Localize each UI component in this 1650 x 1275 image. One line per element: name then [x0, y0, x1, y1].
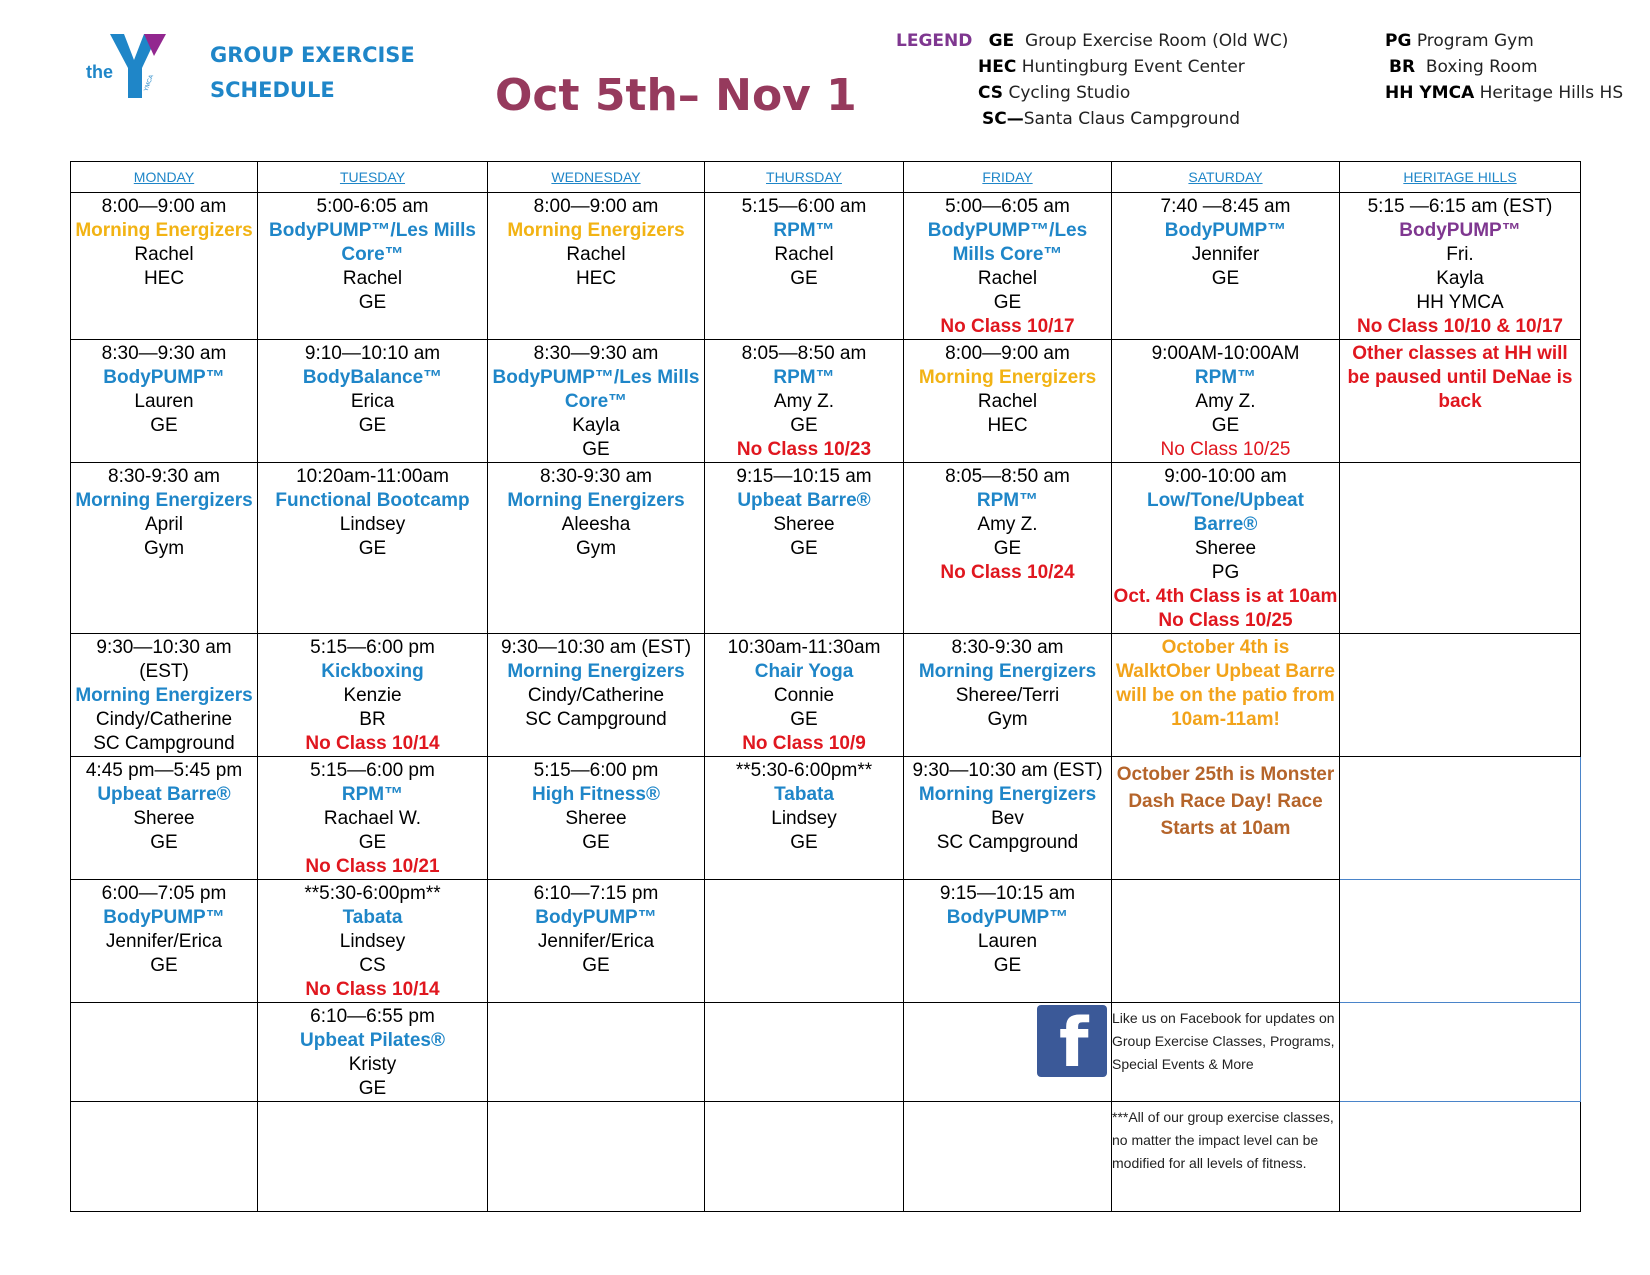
- day-header: FRIDAY: [904, 162, 1112, 193]
- class-room: GE: [993, 538, 1022, 559]
- class-note: No Class 10/14: [305, 733, 440, 754]
- date-range: Oct 5th– Nov 1: [495, 70, 857, 121]
- class-room: GE: [790, 415, 818, 436]
- schedule-cell: [258, 880, 488, 1003]
- schedule-cell: [488, 880, 705, 1003]
- class-note: No Class 10/23: [736, 439, 872, 460]
- schedule-cell: [71, 463, 258, 634]
- class-room: GE: [582, 955, 610, 976]
- class-time: 8:30—9:30 am: [101, 343, 227, 364]
- schedule-cell: [904, 463, 1112, 634]
- class-instructor: April: [144, 514, 183, 535]
- class-name: BodyPUMP™/Les Mills Core™: [269, 220, 476, 265]
- class-room: GE: [790, 832, 818, 853]
- schedule-cell: [705, 634, 904, 757]
- class-time: 5:00-6:05 am: [316, 196, 429, 217]
- class-name: BodyPUMP™: [103, 907, 225, 928]
- class-name: Upbeat Barre®: [97, 784, 231, 805]
- schedule-cell: [488, 634, 705, 757]
- class-name: Morning Energizers: [75, 685, 253, 706]
- class-instructor: Sheree: [133, 808, 195, 829]
- class-room: HEC: [987, 415, 1028, 436]
- class-time: 8:30—9:30 am: [533, 343, 659, 364]
- class-time: 5:15—6:00 pm: [310, 637, 435, 658]
- class-room: GE: [358, 538, 387, 559]
- class-note: Oct. 4th Class is at 10am: [1113, 586, 1338, 607]
- schedule-cell: [705, 757, 904, 880]
- class-time: 6:00—7:05 pm: [101, 883, 227, 904]
- class-name: Morning Energizers: [918, 367, 1097, 388]
- logo-ymca-text: YMCA: [143, 74, 156, 93]
- class-instructor: Amy Z.: [773, 391, 835, 412]
- class-room: HEC: [575, 268, 617, 289]
- schedule-cell: [1112, 193, 1340, 340]
- class-note: No Class 10/25: [1160, 439, 1291, 460]
- class-note: No Class 10/21: [305, 856, 440, 877]
- class-time: 5:15—6:00 am: [741, 196, 867, 217]
- class-name: BodyPUMP™: [103, 367, 225, 388]
- schedule-cell: [1340, 463, 1581, 634]
- announcement: October 25th is Monster Dash Race Day! Race Starts at 10am: [1116, 764, 1335, 839]
- schedule-cell: [1340, 193, 1581, 340]
- schedule-cell: [258, 340, 488, 463]
- class-name: Morning Energizers: [507, 661, 685, 682]
- day-header: MONDAY: [71, 162, 258, 193]
- class-instructor: Rachel: [774, 244, 834, 265]
- class-name: Functional Bootcamp: [275, 490, 470, 511]
- schedule-cell: [904, 340, 1112, 463]
- class-instructor: Rachel: [977, 391, 1038, 412]
- schedule-row: [71, 1102, 1581, 1212]
- schedule-cell: [705, 193, 904, 340]
- facebook-f-glyph: f: [1059, 1004, 1089, 1083]
- footnote: Like us on Facebook for updates on Group Exercise Classes, Programs, Special Events & More: [1112, 1010, 1335, 1072]
- class-room: Gym: [575, 538, 617, 559]
- schedule-cell: [1112, 463, 1340, 634]
- class-room: GE: [358, 292, 387, 313]
- brand-title: [210, 38, 415, 108]
- class-instructor: Jennifer/Erica: [537, 931, 655, 952]
- class-time: 8:30-9:30 am: [540, 466, 652, 487]
- class-time: 10:30am-11:30am: [727, 637, 881, 658]
- class-note: No Class 10/9: [742, 733, 866, 754]
- class-instructor: Jennifer: [1191, 244, 1260, 265]
- schedule-cell: [1340, 1102, 1581, 1212]
- class-time: 8:05—8:50 am: [741, 343, 867, 364]
- class-time: 8:00—9:00 am: [533, 196, 659, 217]
- class-room: GE: [790, 709, 818, 730]
- class-room: Kayla: [1436, 268, 1484, 289]
- class-name: RPM™: [773, 220, 835, 241]
- schedule-cell: [258, 463, 488, 634]
- class-instructor: Fri.: [1446, 244, 1474, 265]
- class-time: 6:10—6:55 pm: [310, 1006, 435, 1027]
- brand-line-2: SCHEDULE: [210, 78, 335, 102]
- class-instructor: Connie: [773, 685, 835, 706]
- class-instructor: Sheree/Terri: [955, 685, 1060, 706]
- schedule-cell: [1340, 634, 1581, 757]
- schedule-row: [71, 463, 1581, 634]
- legend-title: LEGEND: [896, 31, 973, 51]
- schedule-cell: [71, 880, 258, 1003]
- class-time: 8:00—9:00 am: [945, 343, 1070, 364]
- schedule-table: [70, 161, 1581, 1212]
- schedule-cell: [904, 757, 1112, 880]
- class-time: 9:30—10:30 am (EST): [96, 637, 232, 682]
- class-room: SC Campground: [93, 733, 235, 754]
- schedule-cell: [705, 1102, 904, 1212]
- legend-code: HH YMCA: [1385, 83, 1475, 103]
- class-room: GE: [358, 1078, 387, 1099]
- class-name: RPM™: [341, 784, 404, 805]
- schedule-cell: [488, 340, 705, 463]
- announcement: Other classes at HH will be paused until DeNae is back: [1347, 343, 1573, 412]
- schedule-cell: [71, 1102, 258, 1212]
- class-name: Morning Energizers: [918, 661, 1097, 682]
- class-instructor: Lauren: [134, 391, 194, 412]
- class-time: 9:10—10:10 am: [304, 343, 441, 364]
- schedule-row: [71, 880, 1581, 1003]
- schedule-cell: [904, 880, 1112, 1003]
- class-instructor: Rachel: [566, 244, 626, 265]
- legend-name: Santa Claus Campground: [1023, 109, 1241, 129]
- class-name: Chair Yoga: [754, 661, 854, 682]
- class-instructor: Rachael W.: [323, 808, 422, 829]
- schedule-cell: [1112, 634, 1340, 757]
- class-name: Morning Energizers: [918, 784, 1097, 805]
- class-name: RPM™: [976, 490, 1039, 511]
- class-instructor: Lauren: [977, 931, 1038, 952]
- class-instructor: Bev: [991, 808, 1024, 829]
- class-time: 7:40 —8:45 am: [1160, 196, 1291, 217]
- legend-right: [1385, 28, 1623, 106]
- class-name: Morning Energizers: [75, 220, 253, 241]
- schedule-cell: [258, 193, 488, 340]
- legend-name: Cycling Studio: [1008, 83, 1131, 103]
- class-name: BodyPUMP™: [1399, 220, 1521, 241]
- schedule-cell: [71, 634, 258, 757]
- class-instructor: Rachel: [342, 268, 403, 289]
- class-time: 8:30-9:30 am: [108, 466, 220, 487]
- schedule-row: [71, 193, 1581, 340]
- class-note: No Class 10/24: [940, 562, 1075, 583]
- legend-name: Heritage Hills HS: [1479, 83, 1624, 103]
- class-room: GE: [790, 538, 818, 559]
- class-name: Upbeat Barre®: [737, 490, 871, 511]
- class-extra: HH YMCA: [1416, 292, 1504, 313]
- class-time: 8:00—9:00 am: [101, 196, 227, 217]
- schedule-cell: [71, 193, 258, 340]
- schedule-cell: [258, 757, 488, 880]
- class-instructor: Erica: [350, 391, 395, 412]
- schedule-cell: [1112, 1102, 1340, 1212]
- class-time: 6:10—7:15 pm: [533, 883, 659, 904]
- legend-name: Huntingburg Event Center: [1021, 57, 1245, 77]
- facebook-icon: [1037, 1004, 1107, 1083]
- schedule-cell: [705, 880, 904, 1003]
- class-time: 5:00—6:05 am: [945, 196, 1070, 217]
- class-name: BodyPUMP™: [946, 907, 1069, 928]
- class-room: SC Campground: [936, 832, 1079, 853]
- class-time: **5:30-6:00pm**: [735, 760, 873, 781]
- class-name: BodyPUMP™/Les Mills Core™: [927, 220, 1088, 265]
- schedule-cell: [488, 1102, 705, 1212]
- schedule-row: [71, 340, 1581, 463]
- class-time: 10:20am-11:00am: [296, 466, 449, 487]
- class-note: No Class 10/25: [1158, 610, 1293, 631]
- class-instructor: Lindsey: [339, 514, 406, 535]
- schedule-cell: [71, 757, 258, 880]
- class-name: Kickboxing: [321, 661, 424, 682]
- class-instructor: Sheree: [1194, 538, 1257, 559]
- schedule-cell: [904, 193, 1112, 340]
- schedule-cell: [488, 757, 705, 880]
- schedule-cell: [1340, 340, 1581, 463]
- class-room: GE: [150, 832, 178, 853]
- class-name: Morning Energizers: [75, 490, 253, 511]
- class-name: BodyBalance™: [302, 367, 443, 388]
- day-header: TUESDAY: [258, 162, 488, 193]
- day-header-row: [71, 162, 1581, 193]
- class-note: No Class 10/10 & 10/17: [1357, 316, 1563, 337]
- logo-the-text: the: [86, 62, 113, 82]
- class-room: GE: [1211, 415, 1240, 436]
- class-time: 4:45 pm—5:45 pm: [85, 760, 243, 781]
- class-room: Gym: [143, 538, 185, 559]
- schedule-cell: [258, 1003, 488, 1102]
- class-name: BodyPUMP™: [535, 907, 657, 928]
- class-instructor: Rachel: [134, 244, 194, 265]
- class-instructor: Jennifer/Erica: [105, 931, 223, 952]
- legend-left: [896, 28, 1288, 132]
- class-room: GE: [582, 832, 610, 853]
- class-instructor: Amy Z.: [977, 514, 1038, 535]
- class-note: No Class 10/17: [940, 316, 1075, 337]
- legend-code: SC—: [982, 109, 1024, 129]
- schedule-cell: [904, 634, 1112, 757]
- class-room: GE: [1211, 268, 1240, 289]
- class-instructor: Kenzie: [343, 685, 402, 706]
- class-name: Tabata: [342, 907, 403, 928]
- brand-line-1: GROUP EXERCISE: [210, 43, 415, 67]
- class-name: High Fitness®: [531, 784, 660, 805]
- schedule-cell: [1112, 1003, 1340, 1102]
- legend-name: Boxing Room: [1425, 57, 1538, 77]
- legend-code: BR: [1389, 57, 1416, 77]
- class-instructor: Rachel: [977, 268, 1038, 289]
- schedule-cell: [705, 463, 904, 634]
- legend-code: PG: [1385, 31, 1412, 51]
- schedule-cell: [1340, 1003, 1581, 1102]
- class-room: GE: [150, 415, 178, 436]
- day-header: WEDNESDAY: [488, 162, 705, 193]
- schedule-cell: [904, 1102, 1112, 1212]
- class-instructor: Lindsey: [339, 931, 406, 952]
- class-time: 5:15—6:00 pm: [310, 760, 435, 781]
- legend-name: Program Gym: [1416, 31, 1534, 51]
- legend-code: HEC: [978, 57, 1017, 77]
- class-instructor: Cindy/Catherine: [527, 685, 665, 706]
- class-instructor: Lindsey: [771, 808, 837, 829]
- schedule-cell: [488, 463, 705, 634]
- class-name: BodyPUMP™: [1164, 220, 1287, 241]
- class-time: 8:30-9:30 am: [951, 637, 1064, 658]
- class-instructor: Kristy: [348, 1054, 397, 1075]
- class-room: GE: [582, 439, 610, 460]
- schedule-cell: [488, 193, 705, 340]
- class-time: 5:15—6:00 pm: [533, 760, 659, 781]
- schedule-cell: [1340, 757, 1581, 880]
- schedule-body: [71, 193, 1581, 1212]
- class-instructor: Sheree: [565, 808, 627, 829]
- schedule-row: [71, 1003, 1581, 1102]
- class-room: GE: [993, 292, 1022, 313]
- class-name: Morning Energizers: [507, 220, 685, 241]
- schedule-cell: [1112, 757, 1340, 880]
- class-room: Gym: [987, 709, 1028, 730]
- schedule-cell: [258, 634, 488, 757]
- class-time: 8:05—8:50 am: [945, 466, 1070, 487]
- class-instructor: Cindy/Catherine: [95, 709, 233, 730]
- schedule-cell: [1112, 340, 1340, 463]
- ymca-logo: [86, 30, 178, 102]
- class-room: GE: [358, 832, 387, 853]
- class-instructor: Sheree: [773, 514, 835, 535]
- schedule-cell: [1340, 880, 1581, 1003]
- class-name: Upbeat Pilates®: [300, 1030, 445, 1051]
- class-name: Tabata: [774, 784, 834, 805]
- class-name: Low/Tone/Upbeat Barre®: [1147, 490, 1304, 535]
- class-room: SC Campground: [525, 709, 667, 730]
- class-room: HEC: [143, 268, 185, 289]
- day-header: HERITAGE HILLS: [1340, 162, 1581, 193]
- class-room: BR: [359, 709, 386, 730]
- class-room: GE: [790, 268, 818, 289]
- schedule-row: [71, 634, 1581, 757]
- class-instructor: Aleesha: [561, 514, 631, 535]
- schedule-cell: [904, 1003, 1112, 1102]
- class-instructor: Amy Z.: [1195, 391, 1256, 412]
- class-note: No Class 10/14: [305, 979, 440, 1000]
- schedule-cell: [1112, 880, 1340, 1003]
- class-instructor: Kayla: [572, 415, 620, 436]
- schedule-row: [71, 757, 1581, 880]
- class-time: **5:30-6:00pm**: [304, 883, 441, 904]
- class-time: 9:30—10:30 am (EST): [500, 637, 692, 658]
- class-time: 9:30—10:30 am (EST): [912, 760, 1103, 781]
- footnote: ***All of our group exercise classes, no matter the impact level can be modified for all levels of fitness.: [1112, 1109, 1334, 1171]
- class-time: 9:15—10:15 am: [939, 883, 1076, 904]
- class-name: Morning Energizers: [507, 490, 685, 511]
- class-room: GE: [993, 955, 1022, 976]
- legend-code: GE: [988, 31, 1015, 51]
- schedule-cell: [488, 1003, 705, 1102]
- legend-code: CS: [978, 83, 1004, 103]
- class-name: RPM™: [1194, 367, 1257, 388]
- class-room: CS: [359, 955, 386, 976]
- schedule-cell: [71, 1003, 258, 1102]
- class-time: 9:00AM-10:00AM: [1151, 343, 1300, 364]
- class-room: GE: [150, 955, 178, 976]
- class-name: BodyPUMP™/Les Mills Core™: [492, 367, 700, 412]
- class-room: PG: [1211, 562, 1240, 583]
- class-time: 5:15 —6:15 am (EST): [1367, 196, 1553, 217]
- class-name: RPM™: [773, 367, 835, 388]
- class-time: 9:00-10:00 am: [1164, 466, 1287, 487]
- class-time: 9:15—10:15 am: [736, 466, 872, 487]
- schedule-cell: [71, 340, 258, 463]
- day-header: SATURDAY: [1112, 162, 1340, 193]
- schedule-cell: [705, 1003, 904, 1102]
- legend-name: Group Exercise Room (Old WC): [1024, 31, 1289, 51]
- schedule-cell: [705, 340, 904, 463]
- announcement: October 4th is WalktOber Upbeat Barre will be on the patio from 10am-11am!: [1116, 637, 1335, 730]
- schedule-cell: [258, 1102, 488, 1212]
- class-room: GE: [358, 415, 387, 436]
- day-header: THURSDAY: [705, 162, 904, 193]
